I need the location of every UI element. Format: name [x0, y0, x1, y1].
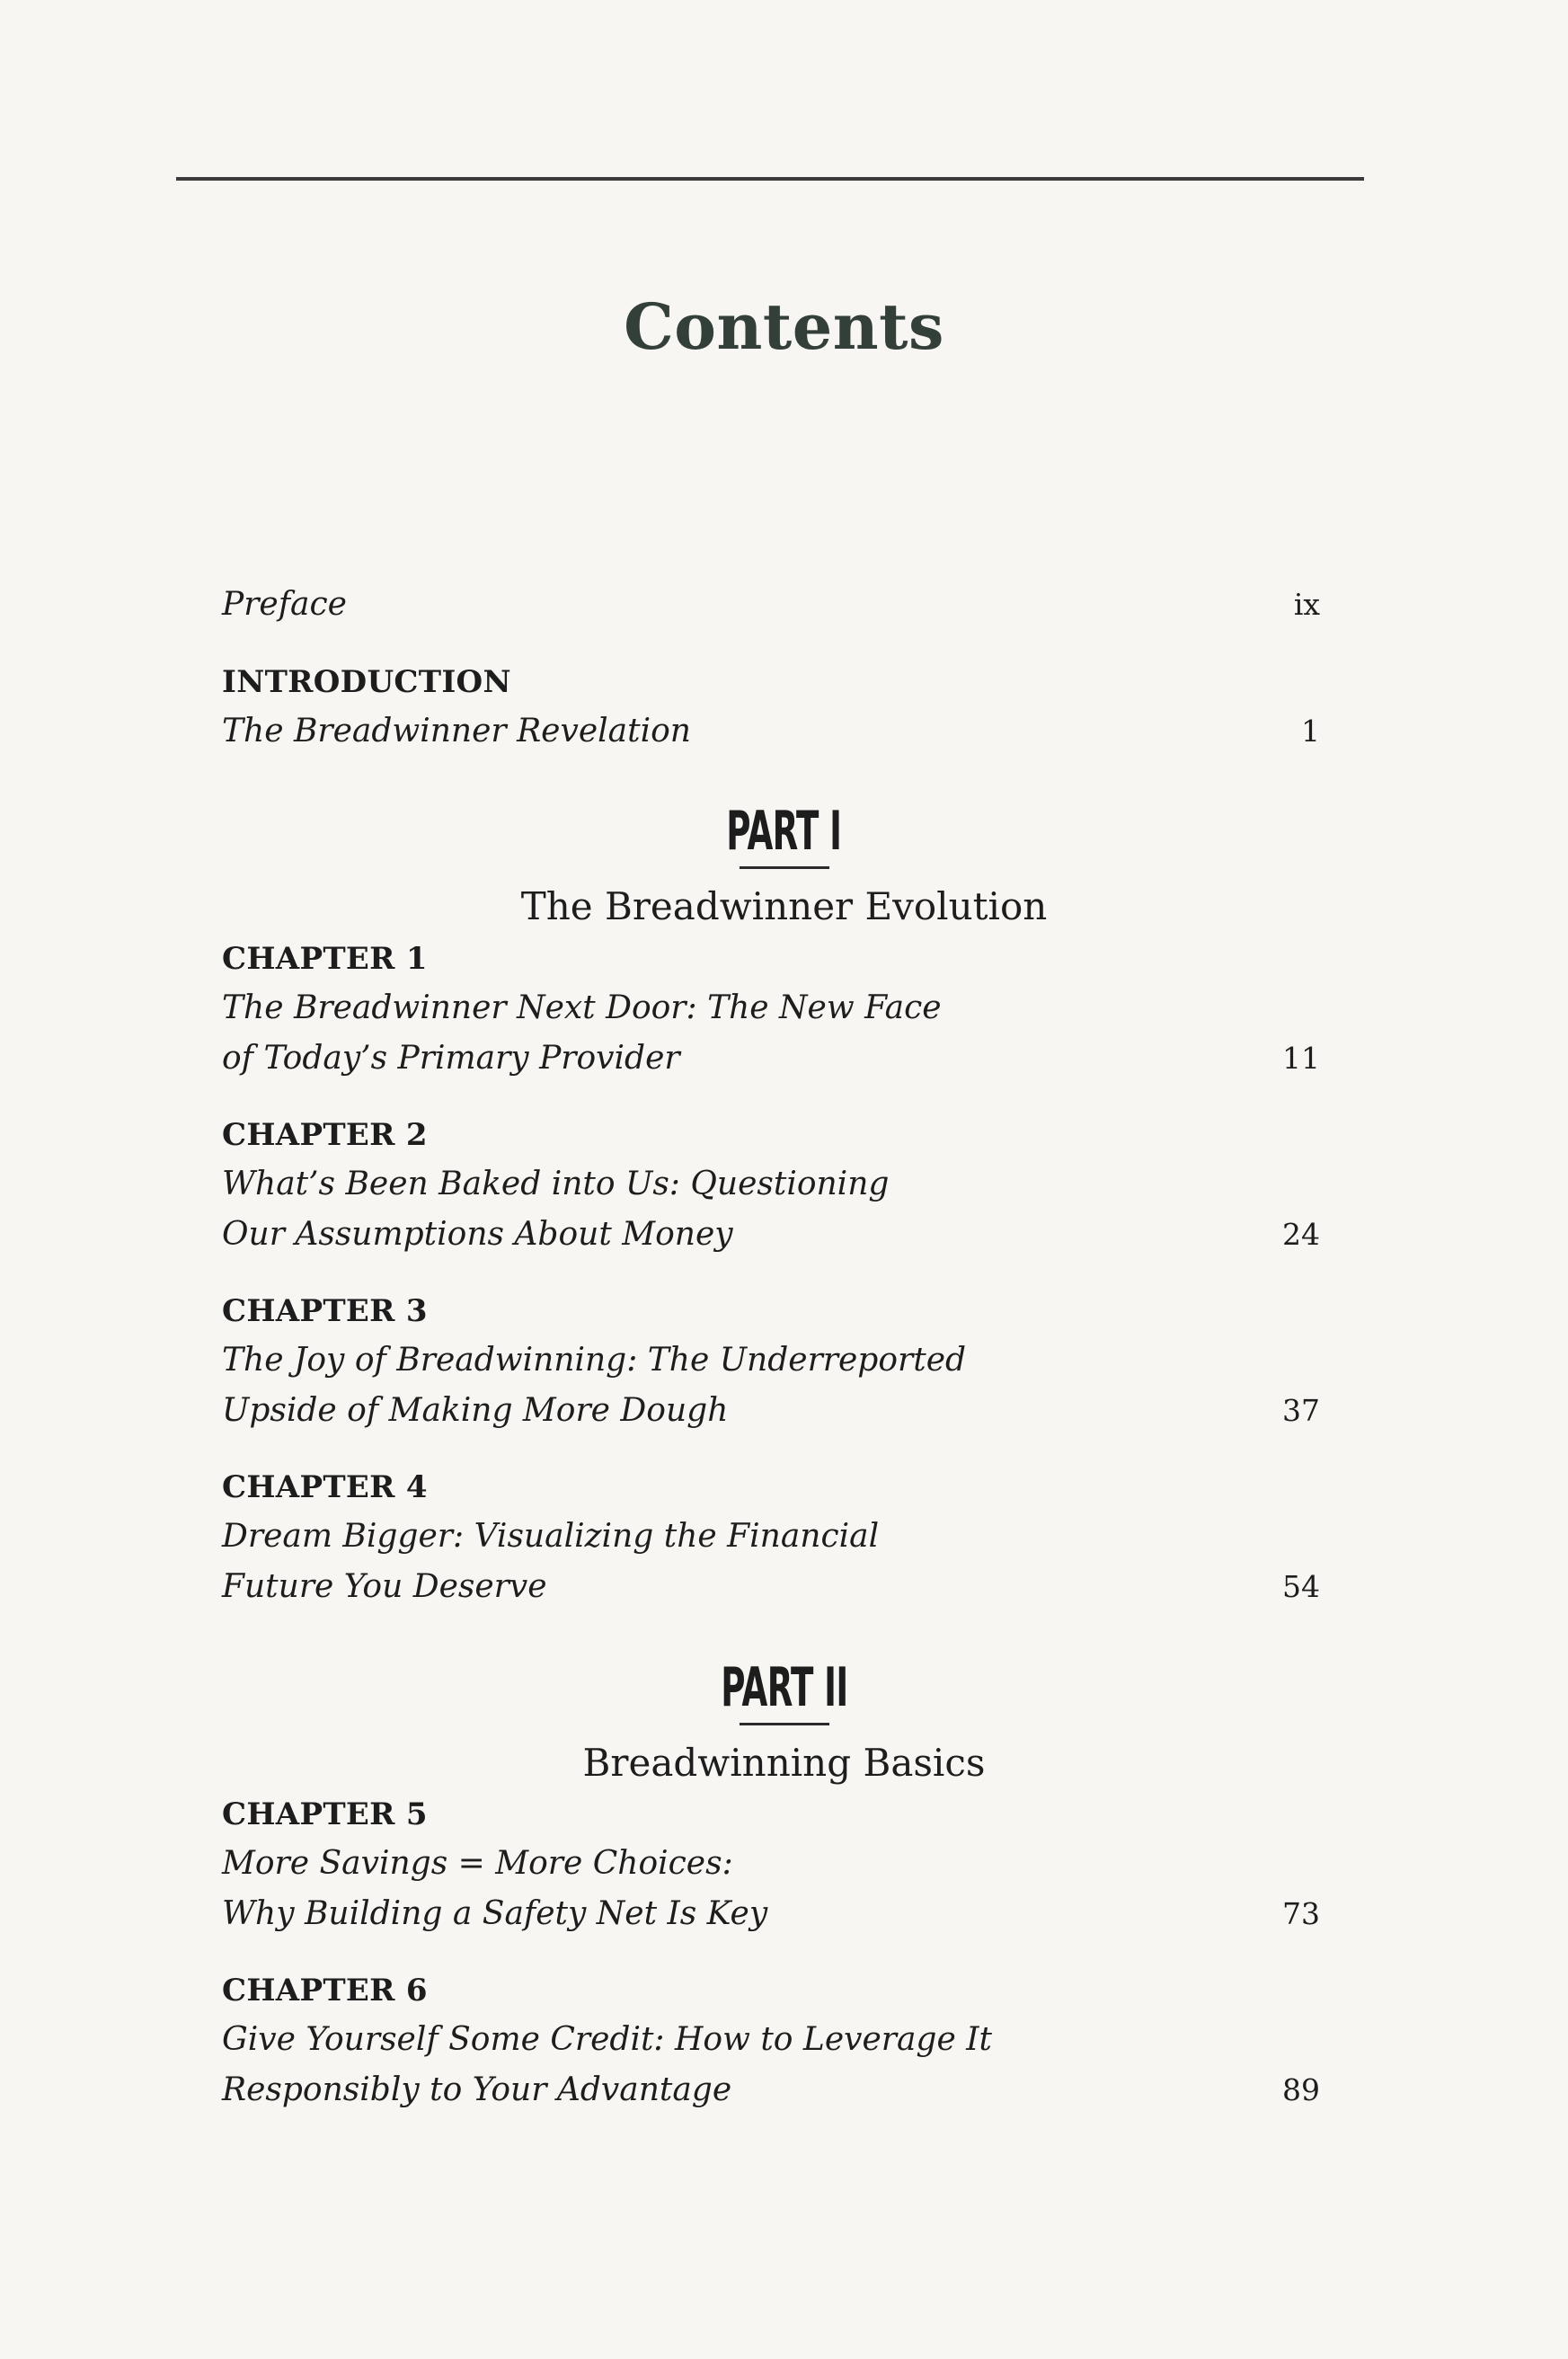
- entry-title-line-1: Give Yourself Some Credit: How to Leverage It: [222, 2021, 992, 2058]
- entry-label: CHAPTER 1: [222, 941, 428, 977]
- entry-label: CHAPTER 2: [222, 1117, 428, 1153]
- part-rule: [740, 866, 829, 869]
- part-heading-1: [0, 802, 1568, 932]
- part-title: The Breadwinner Evolution: [520, 884, 1048, 928]
- page-number: 24: [1282, 1217, 1320, 1252]
- entry-title-text: Upside of Making More Dough: [222, 1392, 729, 1429]
- toc-entry-preface[interactable]: [222, 580, 1320, 630]
- page-number: 37: [1282, 1393, 1320, 1428]
- top-rule: [176, 177, 1364, 181]
- entry-title-line-1: What’s Been Baked into Us: Questioning: [222, 1166, 890, 1202]
- entry-title-line-2: [222, 1210, 1320, 1260]
- page-title: Contents: [624, 289, 944, 364]
- entry-title: [222, 580, 1320, 630]
- part-title: Breadwinning Basics: [582, 1741, 986, 1785]
- page-number: 54: [1282, 1569, 1320, 1604]
- part-heading-2: [0, 1658, 1568, 1788]
- page-number: 89: [1282, 2072, 1320, 2107]
- entry-title-line-1: The Breadwinner Next Door: The New Face: [222, 989, 942, 1026]
- entry-title-text: of Today’s Primary Provider: [222, 1040, 680, 1077]
- entry-title-text: Our Assumptions About Money: [222, 1216, 733, 1253]
- entry-label: CHAPTER 5: [222, 1796, 428, 1832]
- part-label: PART II: [720, 1656, 848, 1719]
- entry-label: CHAPTER 3: [222, 1293, 428, 1329]
- page-number: ix: [1293, 587, 1320, 622]
- toc-entry-introduction[interactable]: [222, 658, 1320, 757]
- entry-title-line-2: [222, 1033, 1320, 1084]
- entry-title-text: Why Building a Safety Net Is Key: [222, 1895, 768, 1932]
- preface-title: Preface: [222, 586, 347, 623]
- page-number: 1: [1301, 714, 1320, 749]
- page-number: 11: [1282, 1041, 1320, 1076]
- entry-label: INTRODUCTION: [222, 664, 511, 700]
- introduction-title: The Breadwinner Revelation: [222, 713, 691, 749]
- entry-title-line-2: [222, 1386, 1320, 1436]
- entry-title-line-1: Dream Bigger: Visualizing the Financial: [222, 1518, 880, 1555]
- page-number: 73: [1282, 1896, 1320, 1931]
- toc-entry-chapter-1[interactable]: [222, 935, 1320, 1084]
- toc-entry-chapter-6[interactable]: [222, 1966, 1320, 2115]
- toc-entry-chapter-2[interactable]: [222, 1111, 1320, 1260]
- entry-label: CHAPTER 6: [222, 1973, 428, 2009]
- entry-title-line-2: [222, 2065, 1320, 2115]
- toc-entry-chapter-3[interactable]: [222, 1287, 1320, 1436]
- entry-title-text: Future You Deserve: [222, 1568, 547, 1605]
- entry-title: [222, 706, 1320, 757]
- part-label: PART I: [726, 800, 842, 863]
- entry-title-line-1: The Joy of Breadwinning: The Underreported: [222, 1342, 967, 1379]
- part-rule: [740, 1723, 829, 1725]
- toc-entry-chapter-5[interactable]: [222, 1790, 1320, 1939]
- entry-title-line-2: [222, 1889, 1320, 1939]
- entry-title-line-2: [222, 1562, 1320, 1612]
- toc-entry-chapter-4[interactable]: [222, 1463, 1320, 1612]
- entry-title-text: Responsibly to Your Advantage: [222, 2071, 732, 2108]
- entry-label: CHAPTER 4: [222, 1469, 428, 1505]
- entry-title-line-1: More Savings = More Choices:: [222, 1845, 733, 1882]
